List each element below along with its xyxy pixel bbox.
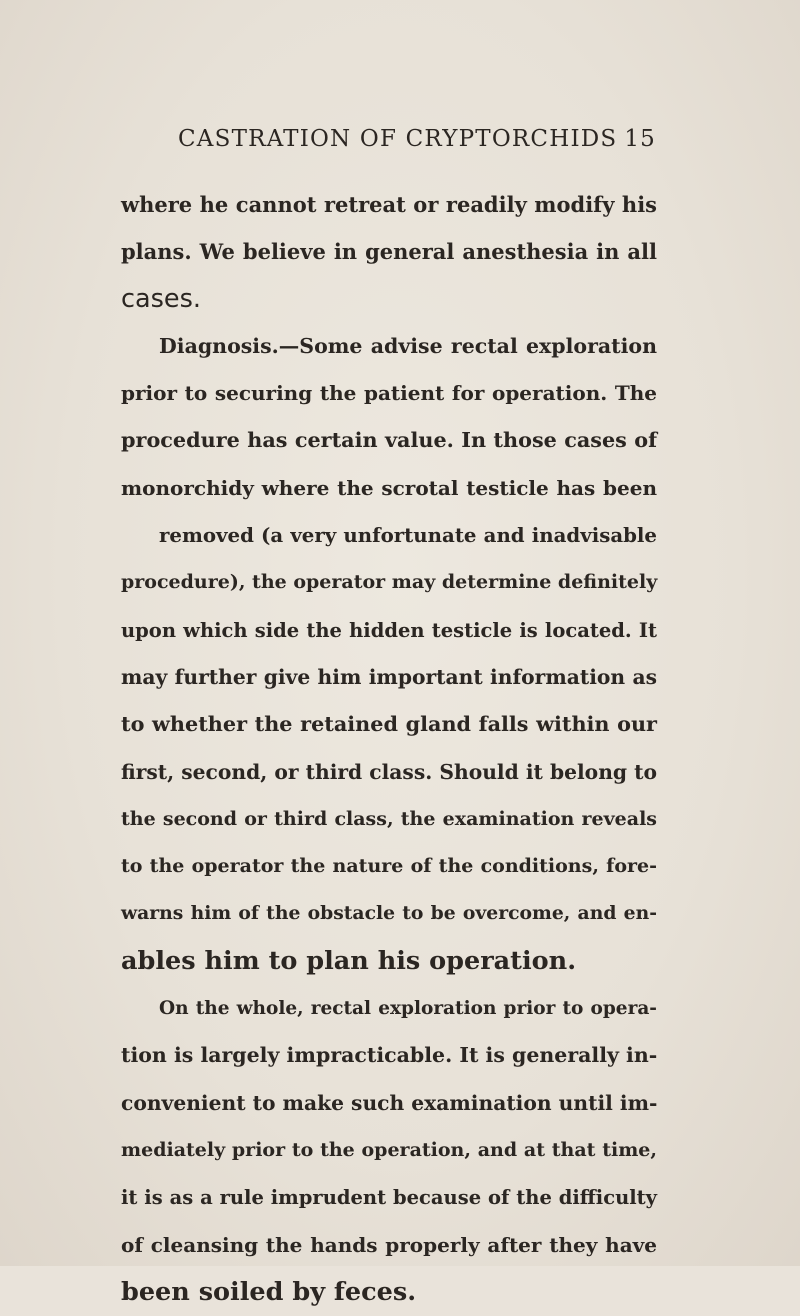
- text-line: procedure has certain value. In those cases of: [121, 428, 657, 453]
- text-line: prior to securing the patient for operation. The: [121, 381, 657, 406]
- text-line: it is as a rule imprudent because of the difficulty: [121, 1186, 657, 1210]
- page-number: 15: [624, 126, 656, 152]
- text-line: tion is largely impracticable. It is generally in-: [121, 1043, 658, 1068]
- text-line: plans. We believe in general anesthesia in all: [121, 239, 657, 265]
- text-line: been soiled by feces.: [121, 1276, 417, 1307]
- text-line: upon which side the hidden testicle is located. It: [121, 618, 657, 642]
- text-line: Diagnosis.—Some advise rectal exploration: [159, 333, 657, 358]
- text-line: convenient to make such examination until im-: [121, 1090, 658, 1115]
- text-line: procedure), the operator may determine definitely: [121, 571, 658, 594]
- text-line: of cleansing the hands properly after they have: [121, 1232, 657, 1257]
- text-line: warns him of the obstacle to be overcome, and en-: [121, 902, 657, 925]
- text-line: may further give him important information as: [121, 664, 657, 689]
- text-line: removed (a very unfortunate and inadvisable: [159, 523, 657, 548]
- text-line: the second or third class, the examination reveals: [121, 807, 657, 830]
- text-line: to the operator the nature of the conditions, fore-: [121, 855, 657, 878]
- running-head: [178, 126, 656, 162]
- body-text: [121, 181, 657, 1316]
- text-line: monorchidy where the scrotal testicle has been: [121, 475, 657, 500]
- text-line: to whether the retained gland falls within our: [121, 712, 657, 737]
- running-head-title: CASTRATION OF CRYPTORCHIDS: [178, 126, 618, 152]
- text-line: where he cannot retreat or readily modify his: [121, 192, 657, 217]
- text-line: cases.: [121, 283, 202, 314]
- text-line: first, second, or third class. Should it belong to: [121, 759, 657, 784]
- text-line: mediately prior to the operation, and at that time,: [121, 1138, 657, 1161]
- text-line: On the whole, rectal exploration prior to opera-: [159, 998, 657, 1020]
- text-line: ables him to plan his operation.: [121, 945, 577, 976]
